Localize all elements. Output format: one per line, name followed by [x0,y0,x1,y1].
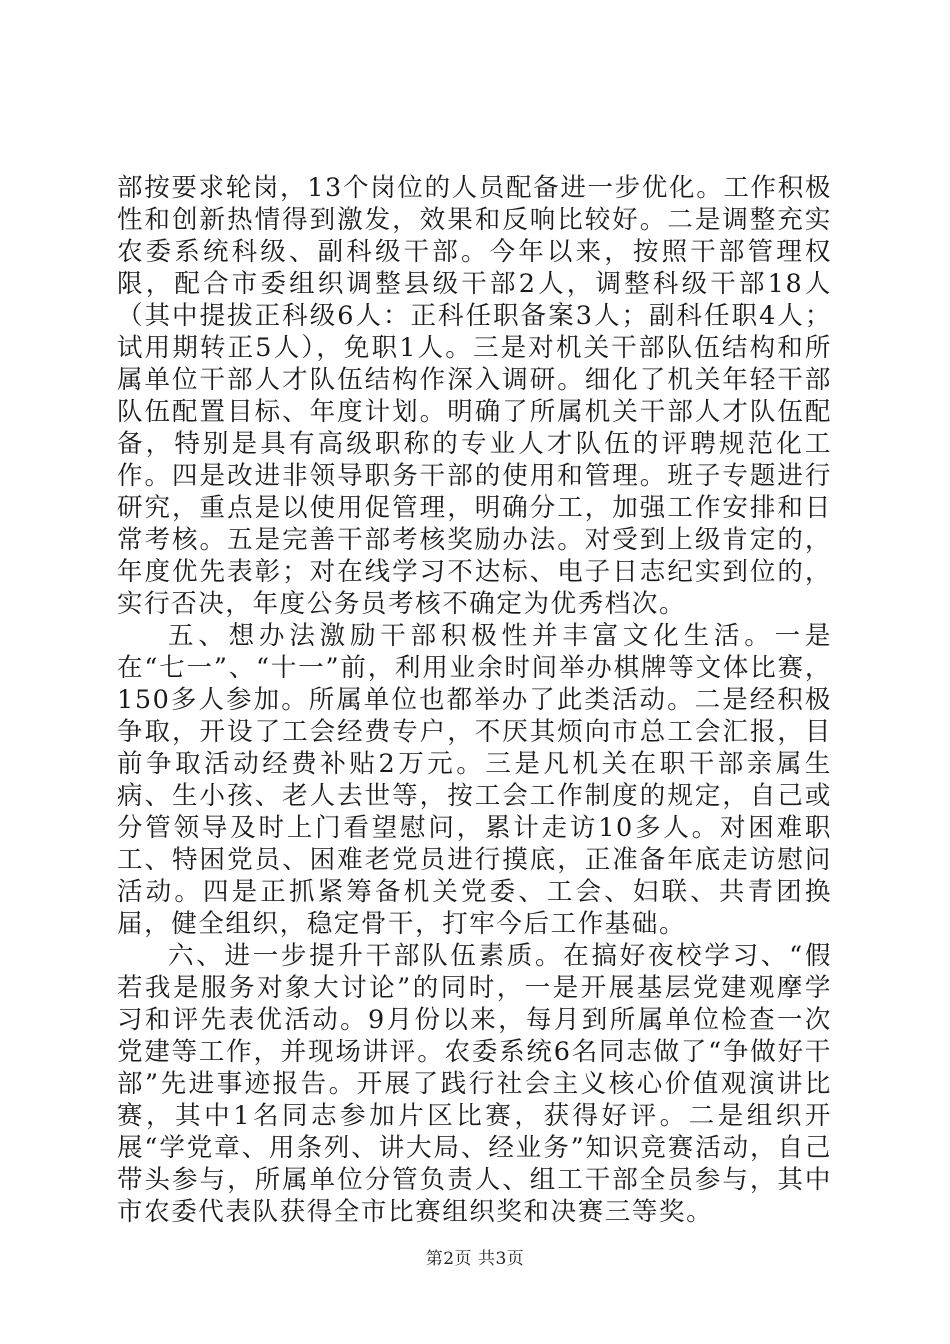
document-body [117,172,832,1228]
paragraph-section-five: 五、想办法激励干部积极性并丰富文化生活。一是在“七一”、“十一”前，利用业余时间举办棋牌等文体比赛，150多人参加。所属单位也都举办了此类活动。二是经积极争取，开设了工会经费专户，不厌其烦向市总工会汇报，目前争取活动经费补贴2万元。三是凡机关在职干部亲属生病、生小孩、老人去世等，按工会工作制度的规定，自己或分管领导及时上门看望慰问，累计走访10多人。对困难职工、特困党员、困难老党员进行摸底，正准备年底走访慰问活动。四是正抓紧筹备机关党委、工会、妇联、共青团换届，健全组织，稳定骨干，打牢今后工作基础。 [117,621,832,939]
paragraph-continuation: 部按要求轮岗，13个岗位的人员配备进一步优化。工作积极性和创新热情得到激发，效果和反响比较好。二是调整充实农委系统科级、副科级干部。今年以来，按照干部管理权限，配合市委组织调整县级干部2人，调整科级干部18人（其中提拔正科级6人：正科任职备案3人；副科任职4人；试用期转正5人），免职1人。三是对机关干部队伍结构和所属单位干部人才队伍结构作深入调研。细化了机关年轻干部队伍配置目标、年度计划。明确了所属机关干部人才队伍配备，特别是具有高级职称的专业人才队伍的评聘规范化工作。四是改进非领导职务干部的使用和管理。班子专题进行研究，重点是以使用促管理，明确分工，加强工作安排和日常考核。五是完善干部考核奖励办法。对受到上级肯定的，年度优先表彰；对在线学习不达标、电子日志纪实到位的，实行否决，年度公务员考核不确定为优秀档次。 [117,173,832,619]
page-number-footer: 第2页 共3页 [425,1249,525,1269]
paragraph-section-six: 六、进一步提升干部队伍素质。在搞好夜校学习、“假若我是服务对象大讨论”的同时，一是开展基层党建观摩学习和评先表优活动。9月份以来，每月到所属单位检查一次党建等工作，并现场讲评。农委系统6名同志做了“争做好干部”先进事迹报告。开展了践行社会主义核心价值观演讲比赛，其中1名同志参加片区比赛，获得好评。二是组织开展“学党章、用条列、讲大局、经业务”知识竞赛活动，自己带头参与，所属单位分管负责人、组工干部全员参与，其中市农委代表队获得全市比赛组织奖和决赛三等奖。 [117,941,832,1227]
